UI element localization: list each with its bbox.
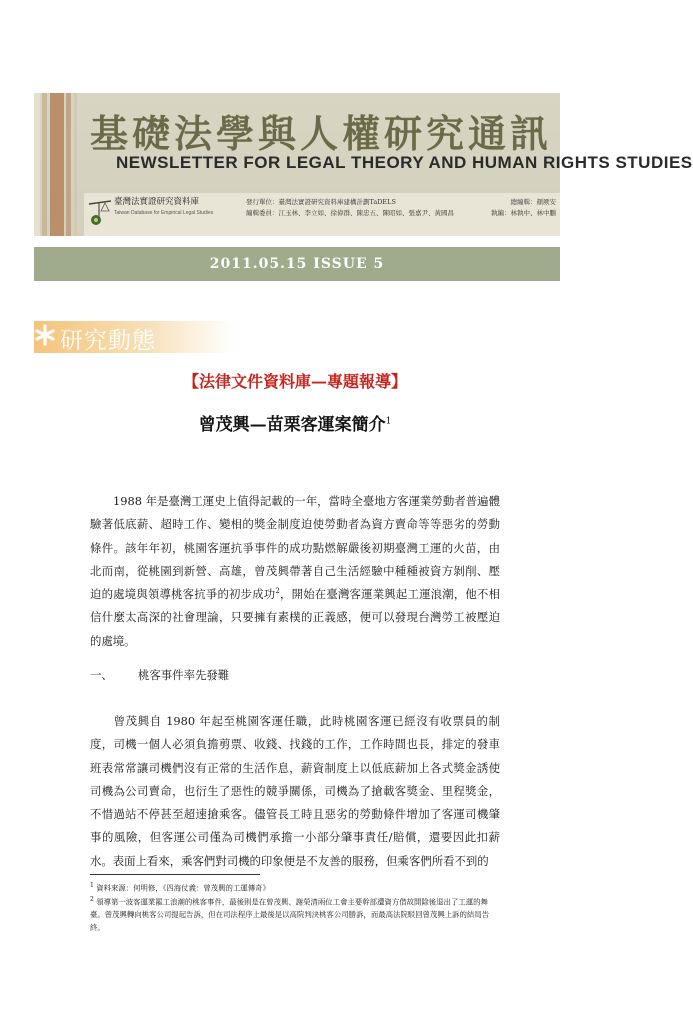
database-name-cn: 臺灣法實證研究資料庫 xyxy=(114,197,200,207)
database-name-en: Taiwan Database for Empirical Legal Studies xyxy=(114,210,214,216)
newsletter-title-en: NEWSLETTER FOR LEGAL THEORY AND HUMAN RIGHTS STUDIES xyxy=(116,153,693,172)
paragraph xyxy=(90,490,500,653)
banner-stripe xyxy=(34,93,40,236)
paragraph-text: ，開始在臺灣客運業興起工運浪潮，他不相信什麼太高深的社會理論，只要擁有素樸的正義感，便可以發現台灣勞工被壓迫的處境。 xyxy=(90,587,500,648)
banner-stripe xyxy=(50,93,64,236)
footnote-divider xyxy=(90,874,260,875)
footnote xyxy=(90,880,502,895)
masthead xyxy=(246,197,556,219)
footnote-number: 2 xyxy=(90,896,94,903)
footnote-ref: 1 xyxy=(385,416,392,427)
chief-editor: 總編輯：顏厥安 xyxy=(510,198,556,206)
justice-scale-icon xyxy=(86,199,112,225)
database-logo-text xyxy=(114,197,213,219)
publisher: 發行單位：臺灣法實證研究資料庫建構計劃TaDELS xyxy=(246,198,396,206)
section-label: 研究動態 xyxy=(60,328,156,354)
banner-stripe xyxy=(66,93,71,236)
issue-bar xyxy=(34,247,560,281)
footnote-text: 領導第一波客運業罷工浪潮的桃客事件，最後則是在曾茂興、謝榮清兩位工會主要幹部遭資方借故開除後退出了工運的舞臺。曾茂興轉向桃客公司提起告訴，但在司法程序上最後是以高院判決桃客公司勝訴，而最高法院駁回曾茂興上訴的結局告終。 xyxy=(90,897,490,932)
section-number: 一、 xyxy=(90,668,113,682)
article-category: 【法律文件資料庫—專題報導】 xyxy=(182,372,407,391)
section-heading xyxy=(90,667,229,683)
section-title: 桃客事件率先發難 xyxy=(138,668,230,682)
paragraph xyxy=(90,710,500,873)
footnote-ref: 2 xyxy=(275,587,280,596)
star-icon xyxy=(34,323,56,347)
banner-stripe xyxy=(42,93,47,236)
footnote-text: 資料來源：何明修，《四海仗義：曾茂興的工運傳奇》 xyxy=(96,883,270,893)
footnote-number: 1 xyxy=(90,882,94,889)
article-title xyxy=(0,410,590,435)
banner-stripe xyxy=(74,93,77,236)
editorial-board: 編輯委員：江玉林、李立如、徐偉群、陳忠五、陳昭如、張嘉尹、黃國昌 xyxy=(246,209,454,217)
issue-date: 2011.05.15 ISSUE 5 xyxy=(209,256,385,272)
newsletter-banner xyxy=(34,93,693,236)
executive-editors: 執編：林執中、林中鵬 xyxy=(491,209,556,217)
article-title-text: 曾茂興—苗栗客運案簡介 xyxy=(198,415,386,435)
section-header xyxy=(34,321,234,353)
newsletter-title-cn: 基礎法學與人權研究通訊 xyxy=(90,111,553,156)
paragraph-text: 曾茂興自 1980 年起至桃園客運任職，此時桃園客運已經沒有收票員的制度，司機一個人必須負擔剪票、收錢、找錢的工作，工作時間也長，排定的發車班表常常讓司機們沒有正常的生活作息，薪資制度上以低底薪加上各式獎金誘使司機為公司賣命，也衍生了惡性的競爭關係，司機為了搶載客獎金、里程獎金，不惜過站不停甚至超速搶乘客。儘管長工時且惡劣的勞動條件增加了客運司機肇事的風險，但客運公司僅為司機們承擔一小部分肇事責任/賠償，還要因此扣薪水。表面上看來，乘客們對司機的印象便是不友善的服務，但乘客們所看不到的 xyxy=(90,714,500,868)
footnote xyxy=(90,894,502,934)
paragraph-text: 1988 年是臺灣工運史上值得記載的一年，當時全臺地方客運業勞動者普遍體驗著低底薪、超時工作、變相的獎金制度迫使勞動者為資方賣命等等惡劣的勞動條件。該年年初，桃園客運抗爭事件的成功點燃解嚴後初期臺灣工運的火苗，由北而南，從桃園到新營、高雄，曾茂興帶著自己生活經驗中種種被資方剝削、壓迫的處境與領導桃客抗爭的初步成功 xyxy=(90,494,500,602)
